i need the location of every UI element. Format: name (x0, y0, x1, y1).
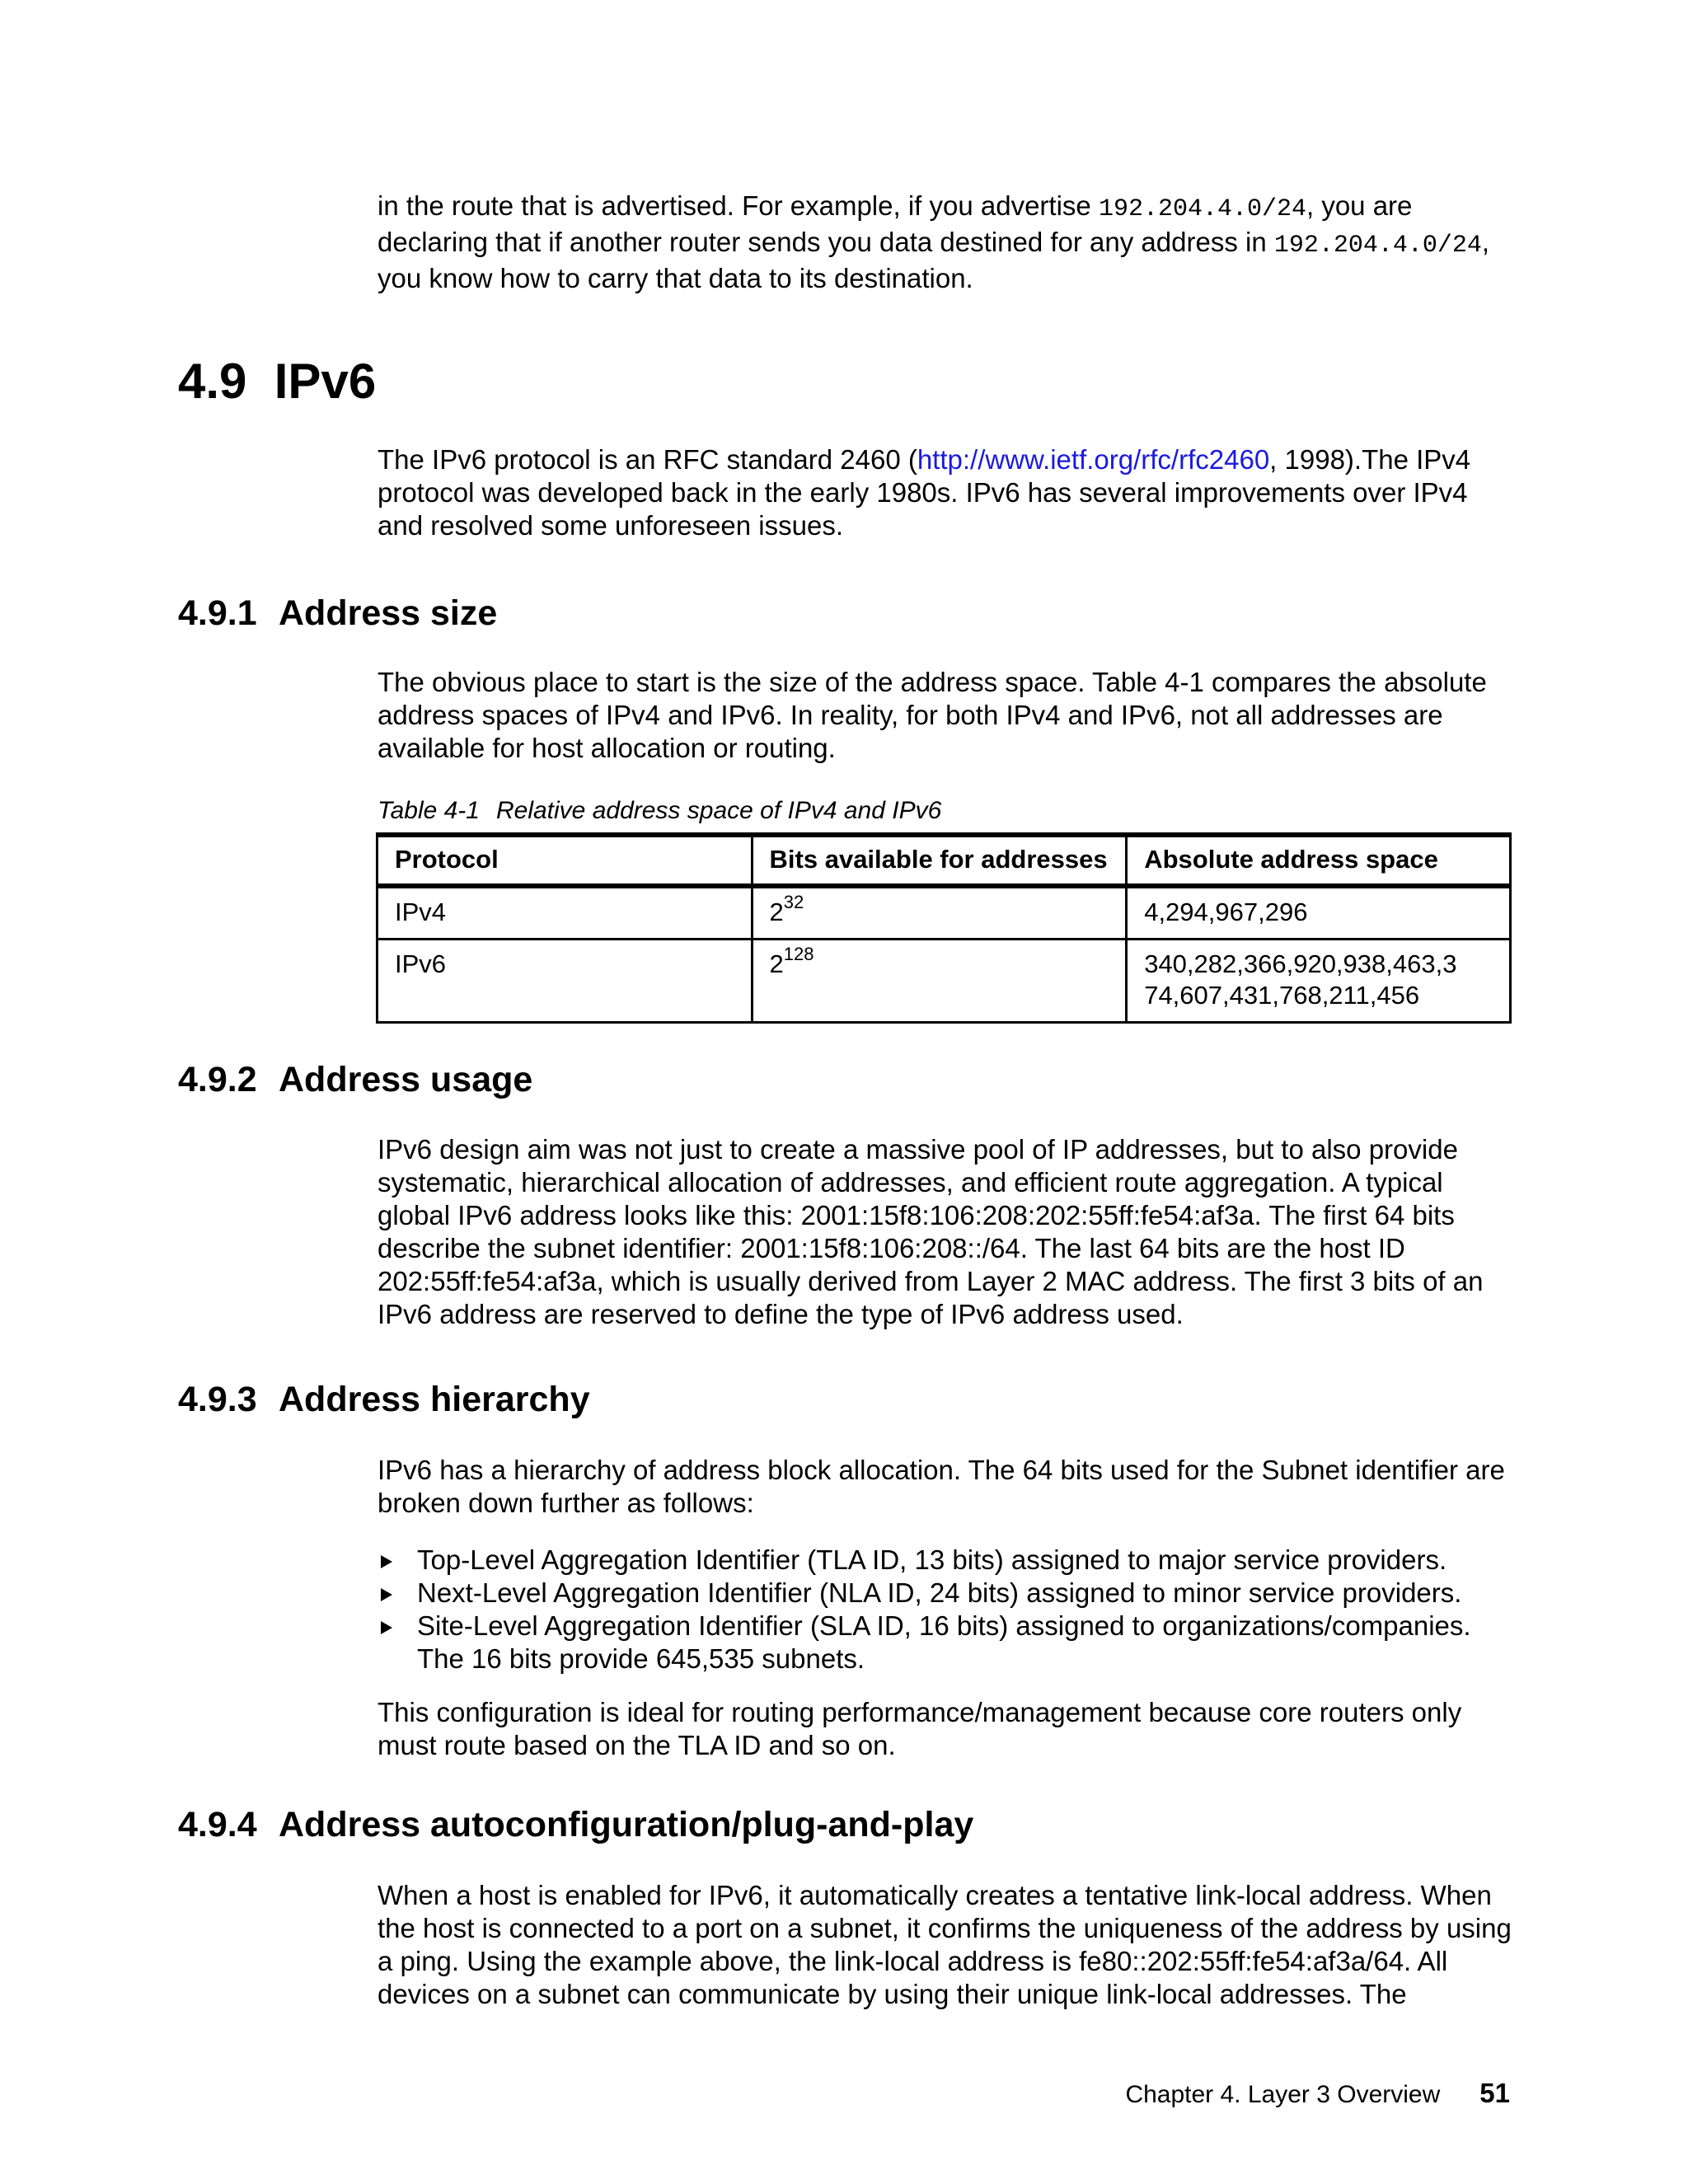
ipv6-intro-text-2: , 1998).The IPv4 protocol was developed back in the early 1980s. IPv6 has several improvements over IPv4 and resolved some unforeseen issues. (377, 444, 1471, 541)
subsection-title: Address hierarchy (279, 1380, 590, 1419)
table-cell-protocol: IPv4 (377, 886, 753, 940)
table-cell-space (1127, 940, 1511, 1023)
section-number: 4.9 (178, 354, 247, 409)
subsection-number: 4.9.1 (178, 593, 257, 633)
table-cell-protocol: IPv6 (377, 940, 753, 1023)
space-line-2: 74,607,431,768,211,456 (1144, 981, 1420, 1010)
table-header-cell: Absolute address space (1127, 835, 1511, 886)
page-number: 51 (1479, 2078, 1510, 2108)
intro-code-2: 192.204.4.0/24 (1273, 232, 1482, 260)
intro-paragraph (377, 190, 1513, 295)
bits-exponent: 32 (783, 891, 804, 912)
list-item-text: Next-Level Aggregation Identifier (NLA ID, 24 bits) assigned to minor service providers. (417, 1577, 1462, 1608)
table-cell-bits (752, 886, 1127, 940)
table-caption (377, 795, 941, 827)
subsection-heading-4-9-1 (178, 592, 497, 635)
table-caption-text: Relative address space of IPv4 and IPv6 (495, 797, 942, 824)
table-header-cell: Protocol (377, 835, 753, 886)
table-row (377, 886, 1511, 940)
table-header-row (377, 835, 1511, 886)
intro-text-3: , you know how to carry that data to its destination. (377, 227, 1490, 293)
space-line-1: 340,282,366,920,938,463,3 (1144, 949, 1457, 978)
subsection-title: Address usage (279, 1060, 533, 1099)
list-item-text: Top-Level Aggregation Identifier (TLA ID, 13 bits) assigned to major service providers. (417, 1544, 1447, 1575)
table-header-cell: Bits available for addresses (752, 835, 1127, 886)
address-usage-paragraph: IPv6 design aim was not just to create a massive pool of IP addresses, but to also provide systematic, hierarchical allocation of addresses, and efficient route aggregation. A typical global IPv6 address looks like this: 2001:15f8:106:208:202:55ff:fe54:af3a. The first 64 bits describe the subnet identifier: 2001:15f8:106:208::/64. The last 64 bits are the host ID 202:55ff:fe54:af3a, which is usually derived from Layer 2 MAC address. The first 3 bits of an IPv6 address are reserved to define the type of IPv6 address used. (377, 1134, 1484, 1329)
bullet-triangle-icon (381, 1555, 392, 1568)
bullet-triangle-icon (381, 1588, 392, 1601)
subsection-number: 4.9.2 (178, 1060, 257, 1099)
list-item (377, 1544, 1513, 1577)
table-cell-space: 4,294,967,296 (1127, 886, 1511, 940)
intro-text-1: in the route that is advertised. For example, if you advertise (377, 190, 1099, 221)
section-title: IPv6 (274, 354, 377, 409)
address-size-paragraph: The obvious place to start is the size of the address space. Table 4-1 compares the absolute address spaces of IPv4 and IPv6. In reality, for both IPv4 and IPv6, not all addresses are available for host allocation or routing. (377, 667, 1487, 763)
hierarchy-conclusion-paragraph: This configuration is ideal for routing performance/management because core routers only must route based on the TLA ID and so on. (377, 1697, 1462, 1760)
list-item-text: Site-Level Aggregation Identifier (SLA ID, 16 bits) assigned to organizations/companies. The 16 bits provide 645,535 subnets. (417, 1610, 1471, 1674)
subsection-title: Address autoconfiguration/plug-and-play (279, 1805, 974, 1844)
intro-text-2: , you are declaring that if another router sends you data destined for any address in (377, 190, 1413, 257)
subsection-heading-4-9-4 (178, 1803, 973, 1846)
subsection-number: 4.9.3 (178, 1380, 257, 1419)
autoconfiguration-paragraph: When a host is enabled for IPv6, it automatically creates a tentative link-local address. When the host is connected to a port on a subnet, it confirms the uniqueness of the address by using a ping. Using the example above, the link-local address is fe80::202:55ff:fe54:af3a/64. All devices on a subnet can communicate by using their unique link-local addresses. The (377, 1880, 1512, 2009)
subsection-heading-4-9-3 (178, 1378, 590, 1421)
table-cell-bits (752, 940, 1127, 1023)
rfc2460-link[interactable]: http://www.ietf.org/rfc/rfc2460 (917, 444, 1270, 475)
section-heading-4-9 (178, 353, 376, 410)
address-hierarchy-paragraph: IPv6 has a hierarchy of address block allocation. The 64 bits used for the Subnet identifier are broken down further as follows: (377, 1455, 1505, 1518)
bullet-triangle-icon (381, 1621, 392, 1634)
list-item (377, 1610, 1513, 1675)
table-caption-number: Table 4-1 (377, 797, 480, 824)
bits-exponent: 128 (783, 943, 814, 964)
subsection-number: 4.9.4 (178, 1805, 257, 1844)
address-space-table (376, 832, 1512, 1024)
list-item (377, 1577, 1513, 1610)
intro-code-1: 192.204.4.0/24 (1098, 195, 1306, 223)
footer-chapter: Chapter 4. Layer 3 Overview (1125, 2081, 1441, 2108)
bits-base: 2 (769, 898, 784, 926)
ipv6-intro-paragraph (377, 443, 1513, 542)
table-row (377, 940, 1511, 1023)
aggregation-list (377, 1544, 1513, 1675)
bits-base: 2 (769, 949, 784, 978)
page-footer (1125, 2077, 1510, 2111)
subsection-heading-4-9-2 (178, 1058, 532, 1101)
subsection-title: Address size (279, 593, 498, 633)
ipv6-intro-text-1: The IPv6 protocol is an RFC standard 2460 ( (377, 444, 917, 475)
